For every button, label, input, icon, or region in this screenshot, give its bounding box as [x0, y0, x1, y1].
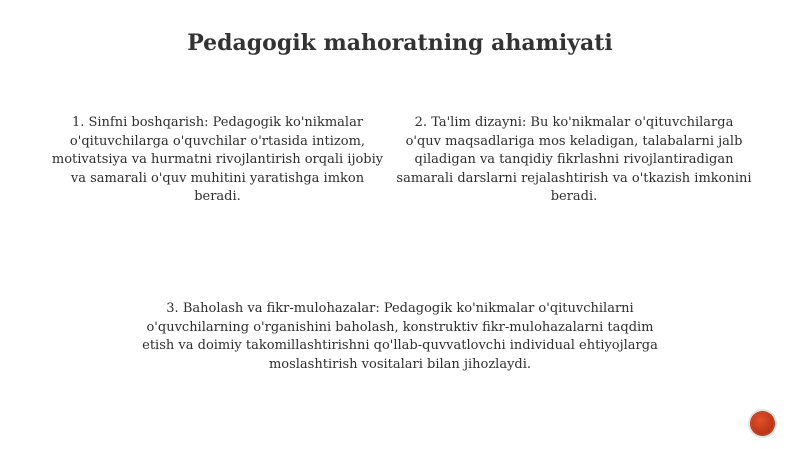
paragraph-assessment-feedback: 3. Baholash va fikr-mulohazalar: Pedagogik ko'nikmalar o'qituvchilarni o'quvchilarning o'rganishini baholash, konstruktiv fikr-mulohazalarni taqdim etish va doimiy takomillashtirishni qo'llab-quvvatlovchi individual ehtiyojlarga moslashtirish vositalari bilan jihozlaydi.: [142, 301, 658, 372]
paragraph-classroom-management: 1. Sinfni boshqarish: Pedagogik ko'nikmalar o'qituvchilarga o'quvchilar o'rtasida intizom, motivatsiya va hurmatni rivojlantirish orqali ijobiy va samarali o'quv muhitini yaratishga imkon beradi.: [51, 115, 384, 204]
next-slide-circle-icon: [751, 412, 774, 435]
slide-title: Pedagogik mahoratning ahamiyati: [187, 30, 613, 56]
paragraph-instructional-design: 2. Ta'lim dizayni: Bu ko'nikmalar o'qituvchilarga o'quv maqsadlariga mos keladigan, talabalarni jalb qiladigan va tanqidiy fikrlashni rivojlantiradigan samarali darslarni rejalashtirish va o'tkazish imkonini beradi.: [396, 115, 752, 204]
next-slide-button[interactable]: [748, 409, 777, 438]
